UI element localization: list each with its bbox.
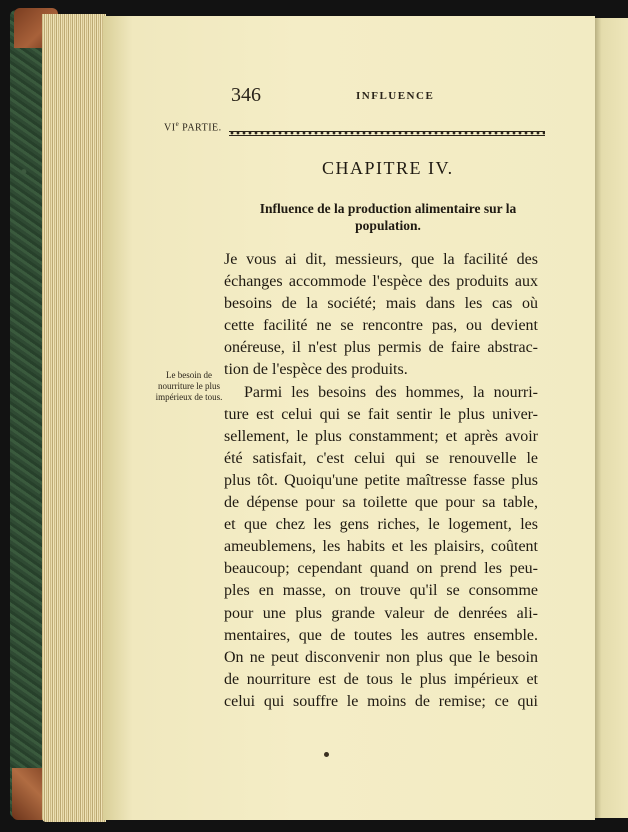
body-line: ples en masse, on trouve qu'il se consomme (224, 582, 538, 600)
body-line: de nourriture est de tous le plus impérieux et (224, 670, 538, 688)
body-line: ture est celui qui se fait sentir le plus univer- (224, 405, 538, 423)
part-word: PARTIE. (179, 122, 222, 134)
body-line: plus tôt. Quoiqu'une petite maîtresse fasse plus (224, 471, 538, 489)
page-number: 346 (231, 84, 261, 106)
body-line: pour une plus grande valeur de denrées ali- (224, 604, 538, 622)
part-suffix: e (175, 120, 180, 128)
chapter-title: CHAPITRE IV. (322, 158, 454, 178)
page-edges (42, 14, 106, 822)
body-line: Je vous ai dit, messieurs, que la facilité des (224, 251, 538, 268)
body-line: besoins de la société; mais dans les cas où (224, 295, 538, 313)
running-title: INFLUENCE (356, 90, 435, 102)
body-line: échanges accommode l'espèce des produits aux (224, 273, 538, 291)
body-line: On ne peut disconvenir non plus que le besoin (224, 648, 538, 666)
body-line: été satisfait, c'est celui qui se renouvelle le (224, 449, 538, 467)
part-label (164, 120, 222, 133)
running-head (226, 84, 546, 106)
part-roman: VI (164, 122, 176, 134)
body-text (224, 249, 538, 713)
body-line: Parmi les besoins des hommes, la nourri- (244, 383, 538, 401)
body-line: cette facilité ne se rencontre pas, ou devient (224, 317, 538, 335)
margin-note: Le besoin de nourriture le plus impérieux de tous. (155, 370, 223, 402)
body-line: de dépense pour sa toilette que pour sa table, (224, 494, 538, 512)
chapter-subtitle: Influence de la production alimentaire sur la population. (259, 201, 517, 233)
body-line: beaucoup; cependant quand on prend les peu- (224, 560, 538, 578)
body-line: ameublemens, les habits et les plaisirs, coûtent (224, 538, 538, 556)
ornamental-rule (229, 130, 545, 136)
body-line: et que chez les gens riches, le logement, les (224, 516, 538, 534)
facing-page (595, 18, 628, 818)
body-line: mentaires, que de toutes les autres ensemble. (224, 626, 538, 644)
body-line: onéreuse, il n'est plus permis de faire abstrac- (224, 339, 538, 357)
body-line: celui qui souffre le moins de remise; ce qui (224, 692, 538, 710)
body-line: sellement, le plus constamment; et après avoir (224, 427, 538, 445)
body-line: tion de l'espèce des produits. (224, 361, 408, 379)
ink-dot (324, 752, 329, 757)
